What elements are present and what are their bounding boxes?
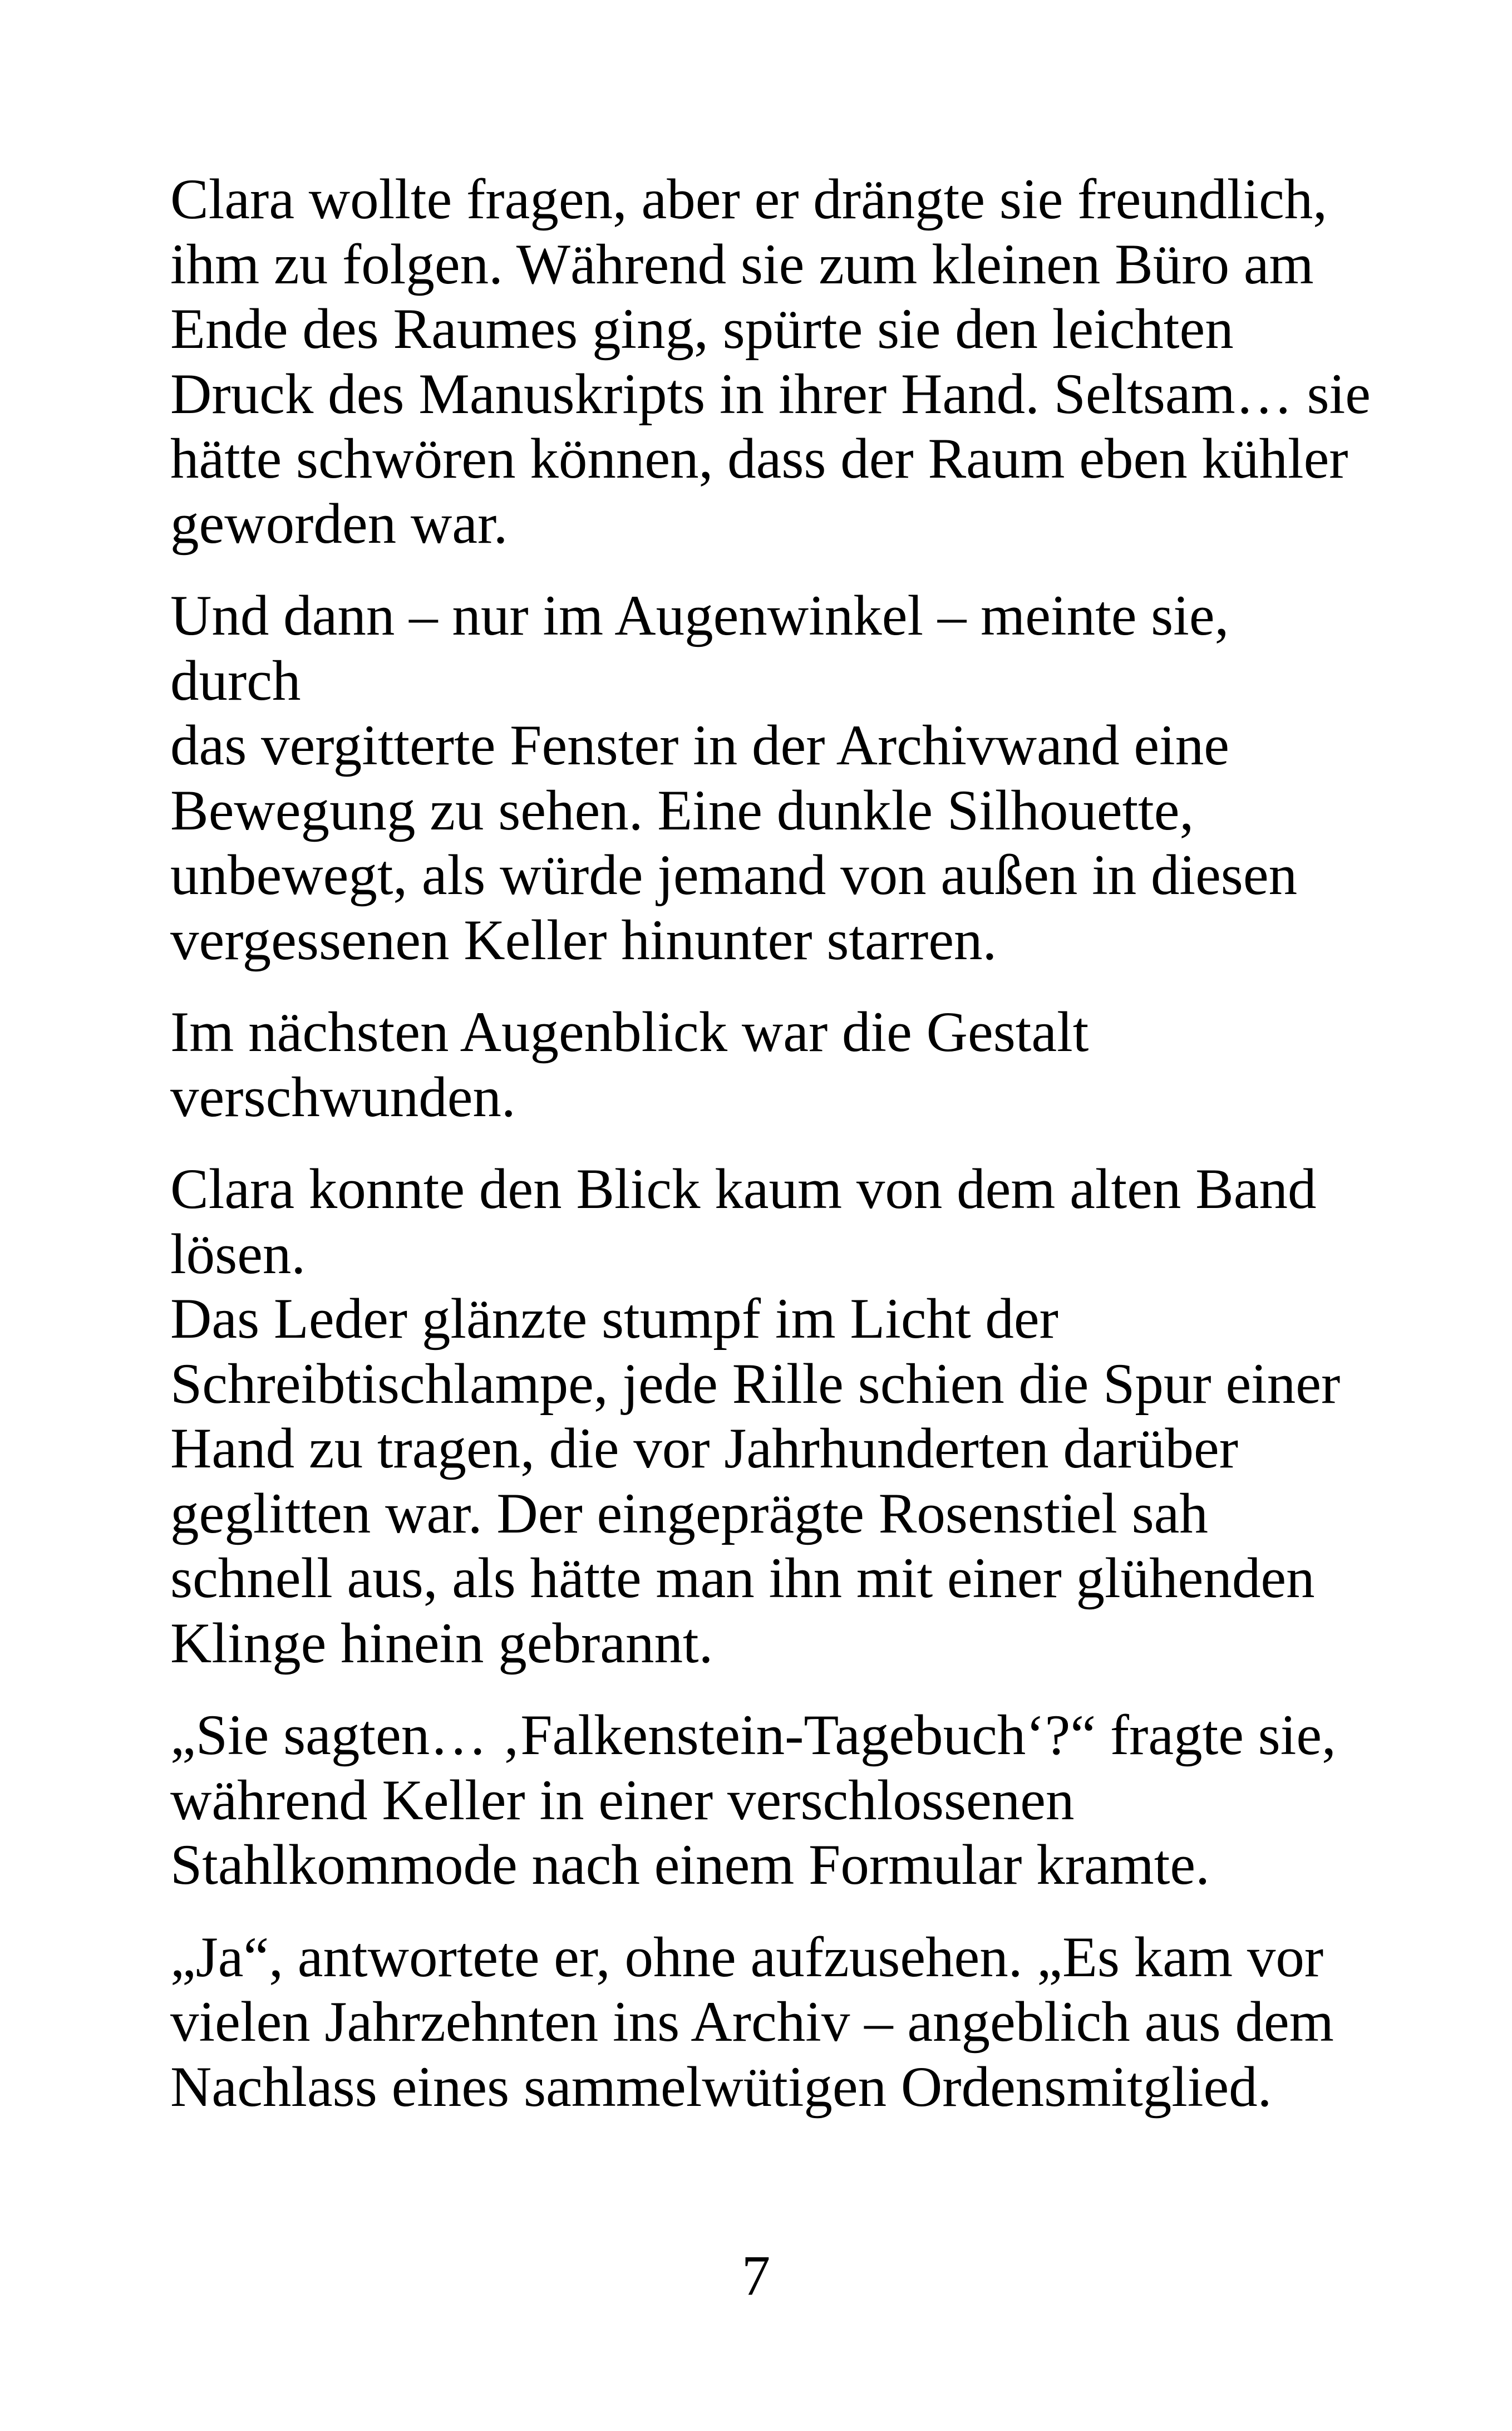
paragraph-3: Im nächsten Augenblick war die Gestalt verschwunden. bbox=[170, 1000, 1089, 1129]
page-body bbox=[170, 167, 1372, 2147]
paragraph-2: Und dann – nur im Augenwinkel – meinte sie, durch das vergitterte Fenster in der Archivwand eine Bewegung zu sehen. Eine dunkle Silhouette, unbewegt, als würde jemand von außen in diesen vergessenen Keller hinunter starren. bbox=[170, 584, 1298, 972]
paragraph-4: Clara konnte den Blick kaum von dem alten Band lösen. Das Leder glänzte stumpf im Licht der Schreibtischlampe, jede Rille schien die Spur einer Hand zu tragen, die vor Jahrhunderten darüber geglitten war. Der eingeprägte Rosenstiel sah schnell aus, als hätte man ihn mit einer glühenden Klinge hinein gebrannt. bbox=[170, 1157, 1341, 1675]
paragraph-6: „Ja“, antwortete er, ohne aufzusehen. „Es kam vor vielen Jahrzehnten ins Archiv – angeblich aus dem Nachlass eines sammelwütigen Ordensmitglied. bbox=[170, 1925, 1334, 2119]
paragraph-5: „Sie sagten… ‚Falkenstein-Tagebuch‘?“ fragte sie, während Keller in einer verschlossenen Stahlkommode nach einem Formular kramte. bbox=[170, 1703, 1336, 1897]
paragraph-1: Clara wollte fragen, aber er drängte sie freundlich, ihm zu folgen. Während sie zum kleinen Büro am Ende des Raumes ging, spürte sie den leichten Druck des Manuskripts in ihrer Hand. Seltsam… sie hätte schwören können, dass der Raum eben kühler geworden war. bbox=[170, 168, 1371, 556]
page-number: 7 bbox=[741, 2244, 771, 2307]
